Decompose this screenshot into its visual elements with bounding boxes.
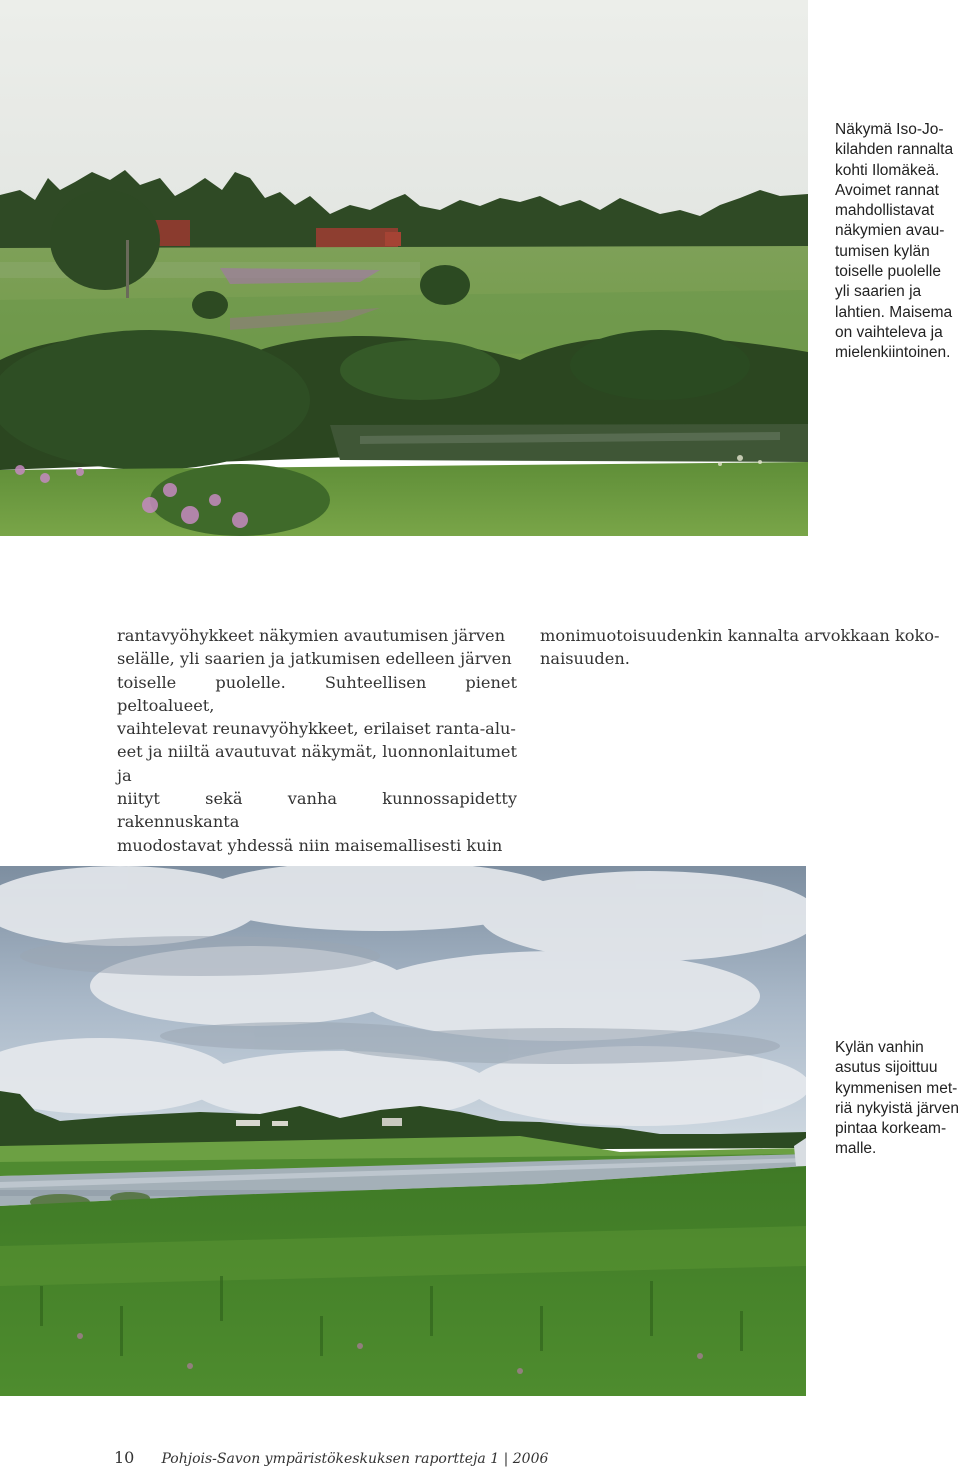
- caption-top: Näkymä Iso-Jo- kilahden rannalta kohti Ilomäkeä. Avoimet rannat mahdollistavat näkymien avau- tumisen kylän toiselle puolelle yli saarien ja lahtien. Maisema on vaihteleva ja mielenkiintoinen.: [835, 121, 954, 362]
- page-number: 10: [114, 1448, 135, 1467]
- body-text-right-column: monimuotoisuudenkin kannalta arvokkaan koko- naisuuden.: [540, 626, 940, 669]
- photo-bottom: [0, 866, 806, 1396]
- caption-bottom: Kylän vanhin asutus sijoittuu kymmenisen met- riä nykyistä järven pintaa korkeam- malle.: [835, 1039, 960, 1158]
- photo-top: [0, 0, 808, 536]
- publication-title: Pohjois-Savon ympäristökeskuksen raportteja 1 | 2006: [161, 1451, 549, 1467]
- page-footer: [114, 1448, 548, 1467]
- body-text-left-column: rantavyöhykkeet näkymien avautumisen järven selälle, yli saarien ja jatkumisen edelleen järven toiselle puolelle. Suhteellisen pienet peltoalueet, vaihtelevat reunavyöhykkeet, erilaiset ranta-alu- eet ja niiltä avautuvat näkymät, luonnonlaitumet ja niityt sekä vanha kunnossapidetty rakennuskanta muodostavat yhdessä niin maisemallisesti kuin: [117, 626, 517, 855]
